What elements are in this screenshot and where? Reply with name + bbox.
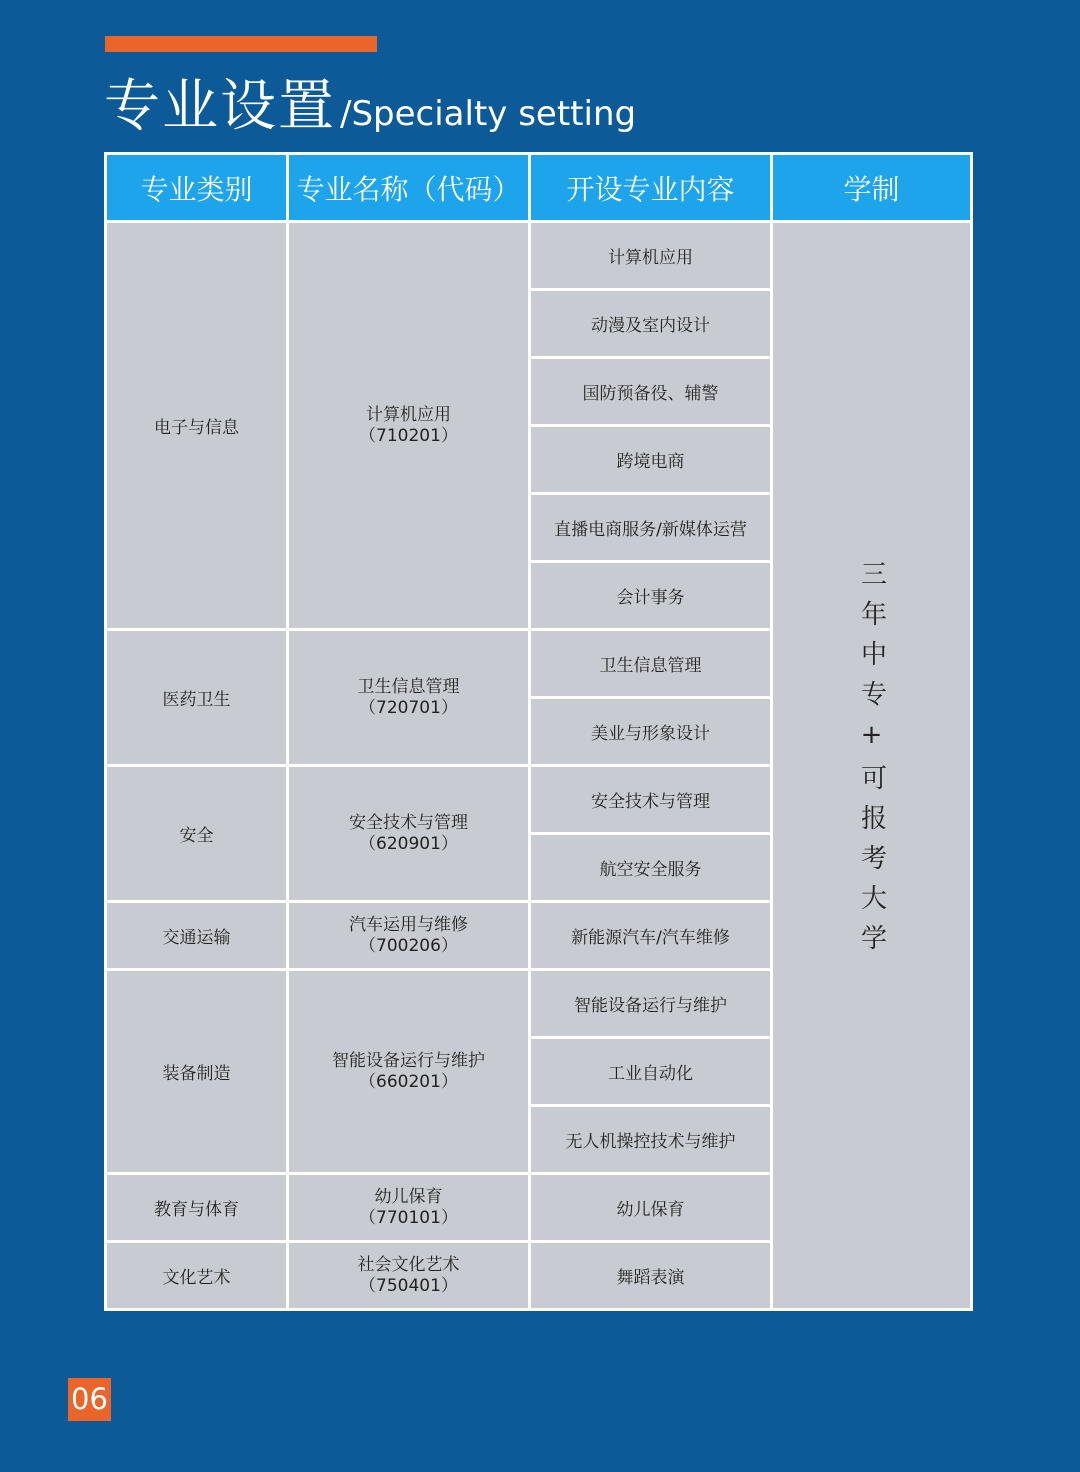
specialty-name: 幼儿保育 [374,1186,443,1207]
specialty-name-cell [288,630,530,766]
page-number: 06 [68,1378,111,1421]
category-cell: 安全 [106,766,288,902]
duration-text: 三年中专+可报考大学 [856,560,887,964]
specialty-name-cell [288,222,530,630]
specialty-name: 计算机应用 [366,404,451,425]
content-cell: 卫生信息管理 [530,630,772,698]
category-cell: 文化艺术 [106,1242,288,1310]
content-cell: 直播电商服务/新媒体运营 [530,494,772,562]
content-cell: 跨境电商 [530,426,772,494]
content-cell: 新能源汽车/汽车维修 [530,902,772,970]
content-cell: 舞蹈表演 [530,1242,772,1310]
header-duration: 学制 [772,154,972,222]
content-cell: 幼儿保育 [530,1174,772,1242]
specialty-name-cell [288,902,530,970]
header-category: 专业类别 [106,154,288,222]
category-cell: 装备制造 [106,970,288,1174]
content-cell: 会计事务 [530,562,772,630]
specialty-code: （700206） [359,935,458,956]
content-cell: 无人机操控技术与维护 [530,1106,772,1174]
header-contents: 开设专业内容 [530,154,772,222]
content-cell: 智能设备运行与维护 [530,970,772,1038]
table-body [106,222,972,1310]
header-name-code: 专业名称（代码） [288,154,530,222]
category-cell: 交通运输 [106,902,288,970]
content-cell: 安全技术与管理 [530,766,772,834]
specialty-code: （710201） [359,425,458,446]
category-cell: 医药卫生 [106,630,288,766]
page-title-english: /Specialty setting [340,94,637,134]
specialty-name: 社会文化艺术 [357,1254,460,1275]
title-accent-bar [105,36,377,52]
content-cell: 计算机应用 [530,222,772,290]
specialty-code: （770101） [359,1207,458,1228]
table-row [106,222,972,290]
specialty-name-cell [288,1174,530,1242]
page-title-chinese: 专业设置 [104,74,336,139]
specialty-name: 安全技术与管理 [349,812,468,833]
duration-cell [772,222,972,1310]
content-cell: 国防预备役、辅警 [530,358,772,426]
specialty-name-cell [288,766,530,902]
specialty-code: （750401） [359,1275,458,1296]
content-cell: 航空安全服务 [530,834,772,902]
specialty-code: （720701） [359,697,458,718]
specialty-name: 智能设备运行与维护 [332,1050,485,1071]
specialty-name: 卫生信息管理 [357,676,460,697]
content-cell: 工业自动化 [530,1038,772,1106]
table-header-row [106,154,972,222]
specialty-name: 汽车运用与维修 [349,914,468,935]
specialty-name-cell [288,970,530,1174]
content-cell: 动漫及室内设计 [530,290,772,358]
category-cell: 电子与信息 [106,222,288,630]
page-title [104,62,637,139]
category-cell: 教育与体育 [106,1174,288,1242]
specialty-name-cell [288,1242,530,1310]
specialty-table [104,152,973,1311]
content-cell: 美业与形象设计 [530,698,772,766]
specialty-code: （660201） [359,1071,458,1092]
specialty-code: （620901） [359,833,458,854]
